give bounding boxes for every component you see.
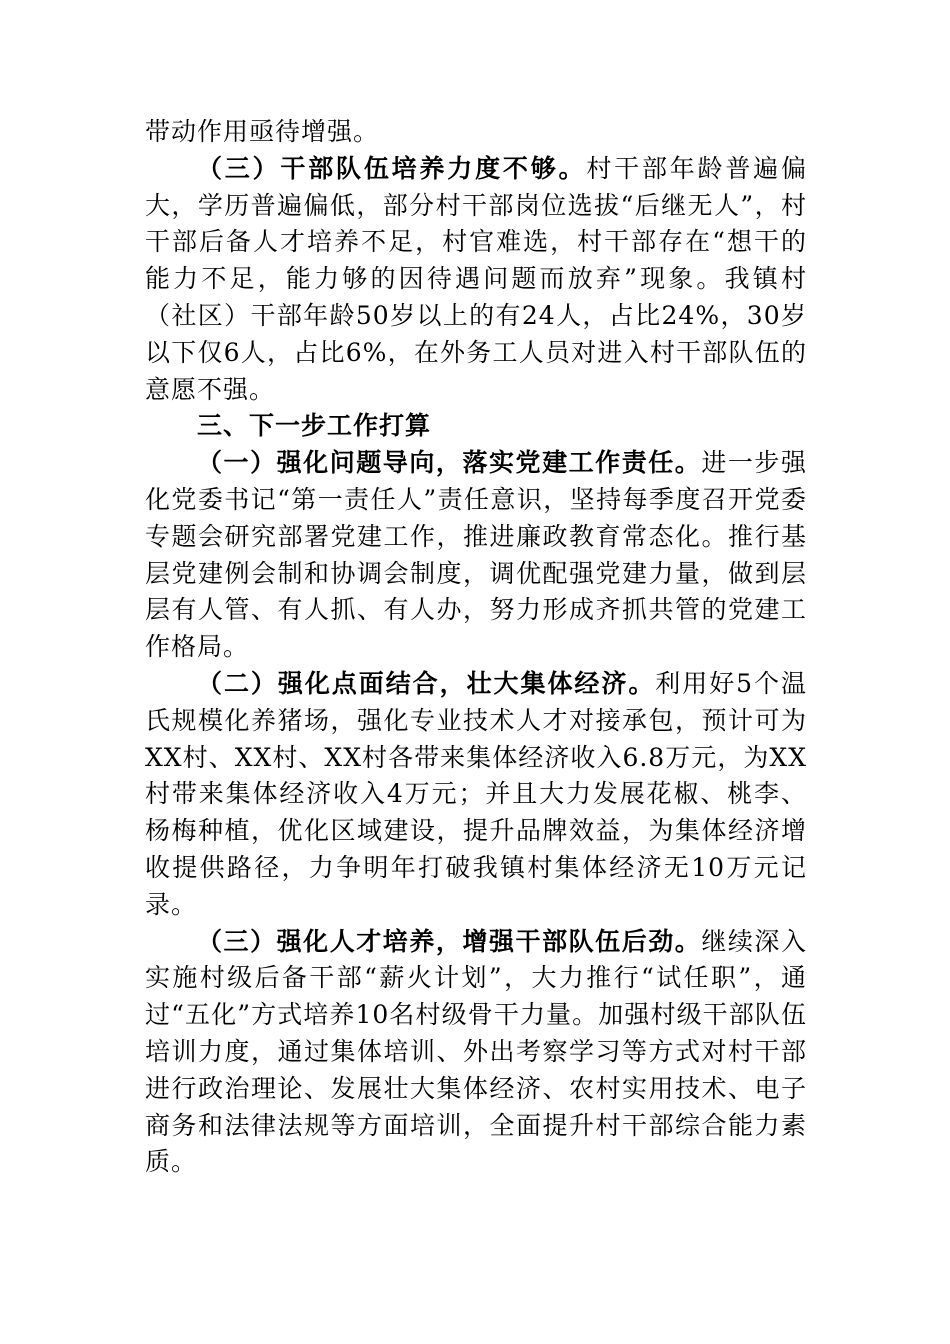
document-page [145, 114, 807, 1181]
paragraph-text: 带动作用亟待增强。 [145, 117, 380, 146]
paragraph-continuation [145, 114, 807, 151]
paragraph-text: 利用好5个温氏规模化养猪场，强化专业技术人才对接承包，预计可为XX村、XX村、XX村各带来集体经济收入6.8万元，为XX村带来集体经济收入4万元；并且大力发展花椒、桃李、杨梅种植，优化区域建设，提升品牌效益，为集体经济增收提供路径，力争明年打破我镇村集体经济无10万元记录。 [145, 668, 807, 919]
paragraph-lead: （三）干部队伍培养力度不够。 [197, 153, 587, 183]
paragraph-lead: （二）强化点面结合，壮大集体经济。 [197, 668, 656, 698]
paragraph-collective-economy [145, 666, 807, 924]
paragraph-text: 进一步强化党委书记“第一责任人”责任意识，坚持每季度召开党委专题会研究部署党建工作，推进廉政教育常态化。推行基层党建例会制和协调会制度，调优配强党建力量，做到层层有人管、有人抓、有人办，努力形成齐抓共管的党建工作格局。 [145, 448, 807, 662]
paragraph-party-building [145, 445, 807, 666]
paragraph-cadre-training-issue [145, 151, 807, 409]
paragraph-lead: （一）强化问题导向，落实党建工作责任。 [197, 448, 702, 478]
paragraph-text: 村干部年龄普遍偏大，学历普遍偏低，部分村干部岗位选拔“后继无人”，村干部后备人才培养不足，村官难选，村干部存在“想干的能力不足，能力够的因待遇问题而放弃”现象。我镇村（社区）干部年龄50岁以上的有24人，占比24%，30岁以下仅6人，占比6%，在外务工人员对进入村干部队伍的意愿不强。 [145, 153, 807, 404]
paragraph-lead: （三）强化人才培养，增强干部队伍后劲。 [197, 926, 702, 956]
paragraph-talent-cultivation [145, 924, 807, 1182]
section-heading: 三、下一步工作打算 [197, 411, 432, 441]
paragraph-text: 继续深入实施村级后备干部“薪火计划”，大力推行“试任职”，通过“五化”方式培养10名村级骨干力量。加强村级干部队伍培训力度，通过集体培训、外出考察学习等方式对村干部进行政治理论、发展壮大集体经济、农村实用技术、电子商务和法律法规等方面培训，全面提升村干部综合能力素质。 [145, 926, 807, 1177]
